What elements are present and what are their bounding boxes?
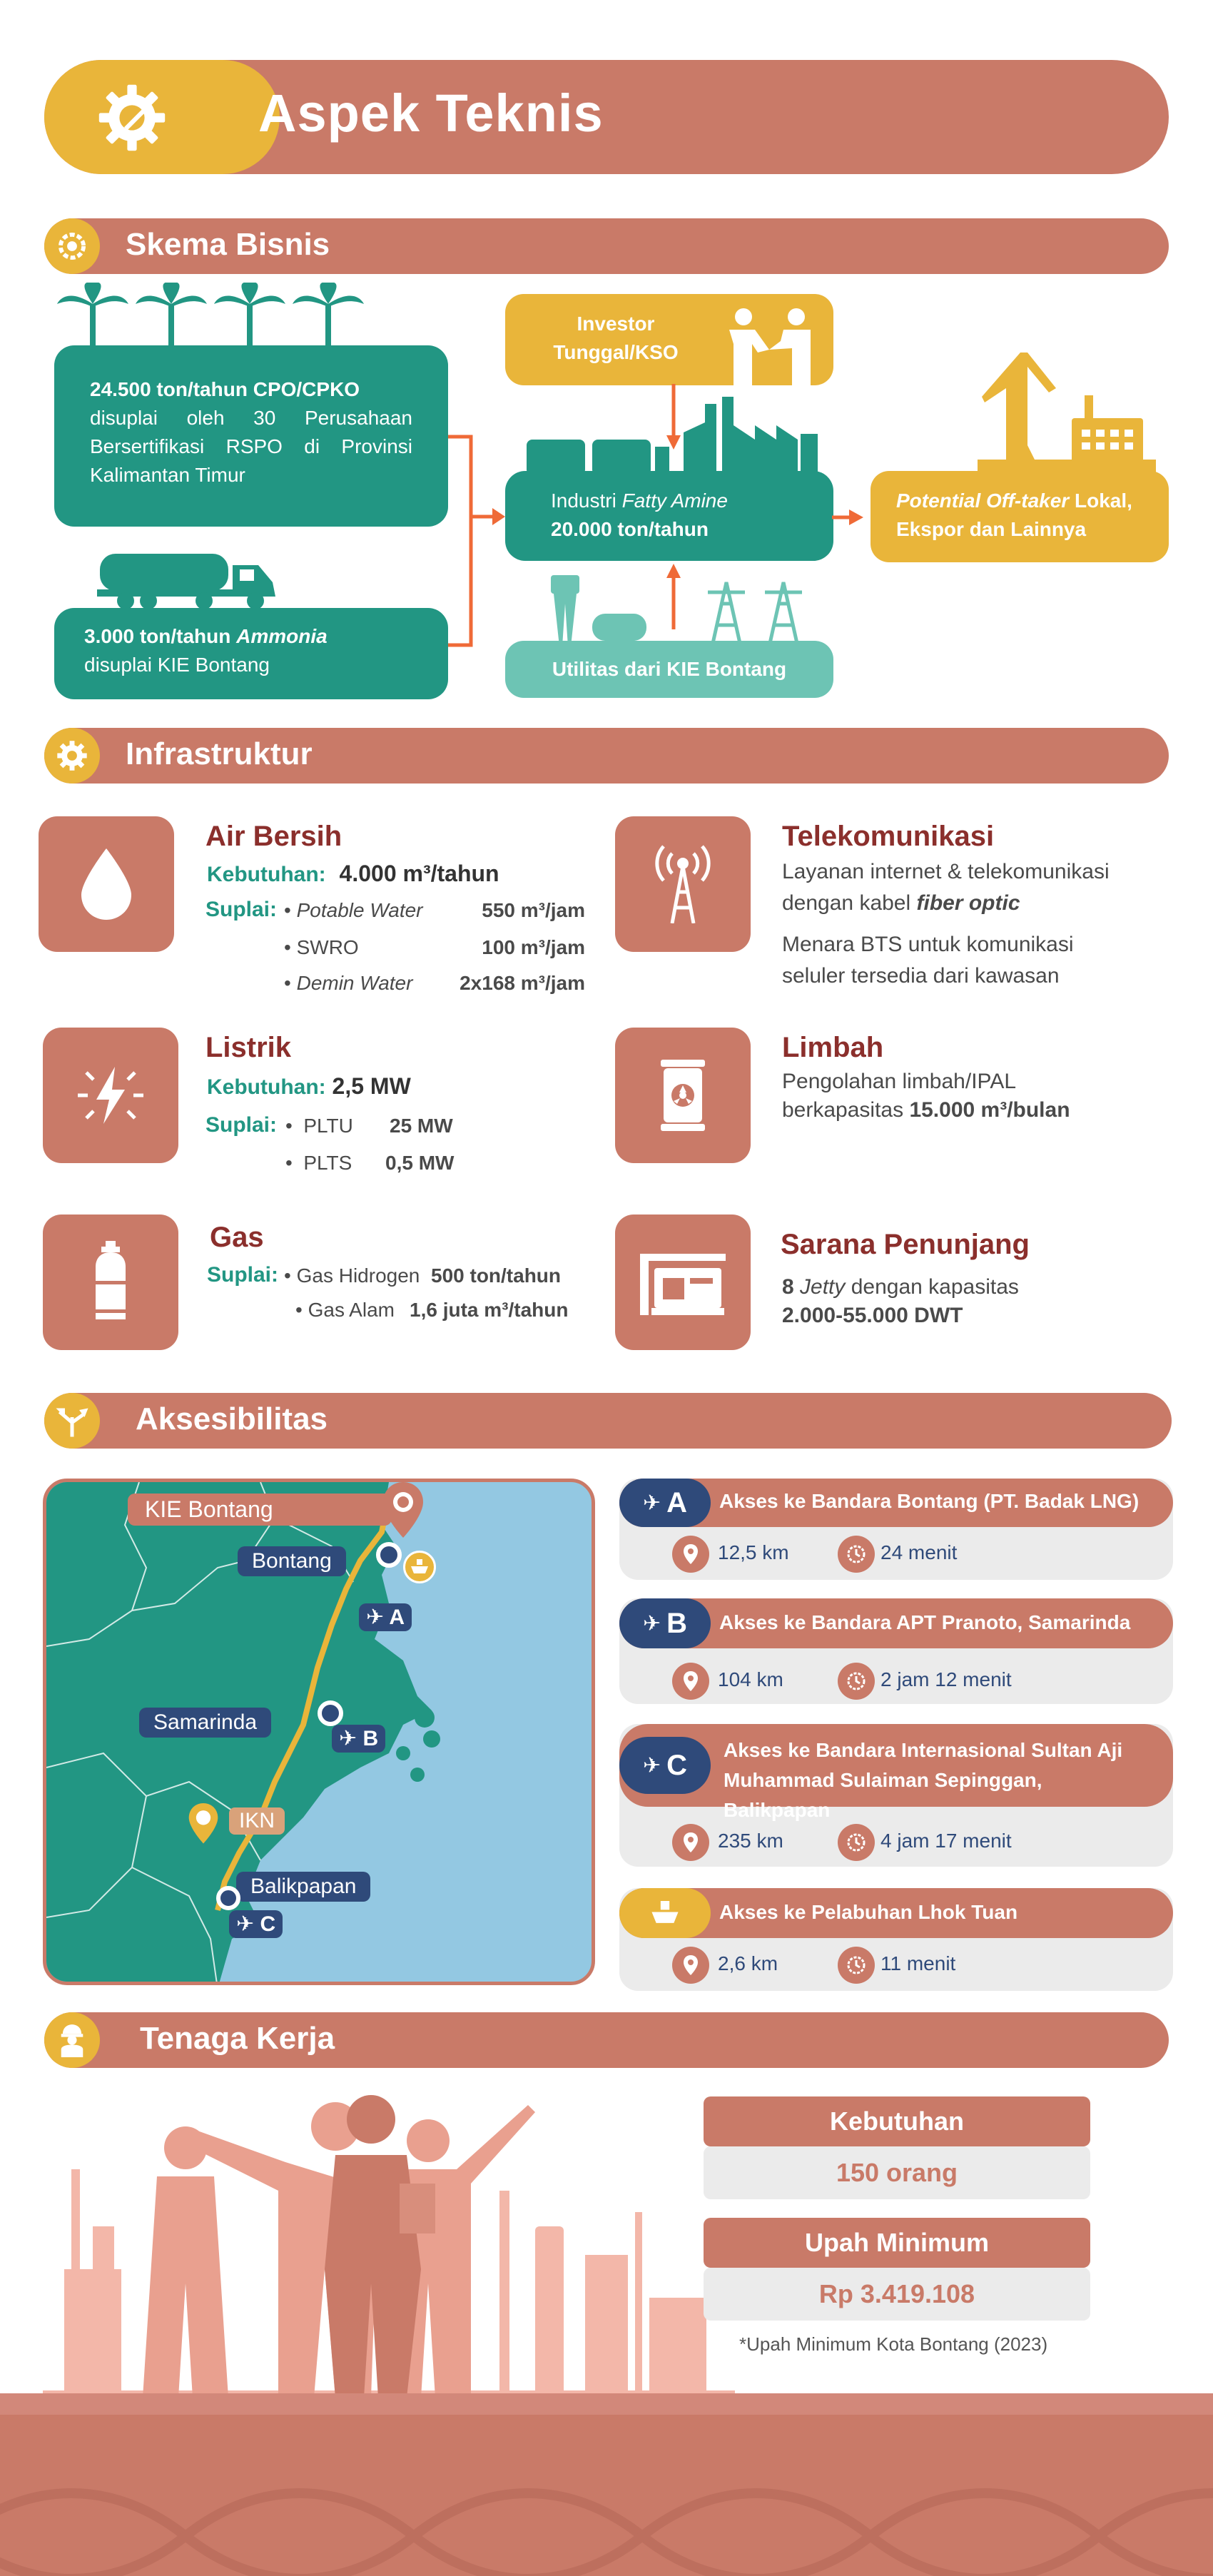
gas-item-0-value: 500 ton/tahun (431, 1264, 562, 1287)
industri-box (505, 471, 833, 561)
upah-label: Upah Minimum (704, 2218, 1090, 2268)
offtaker-box (871, 471, 1169, 562)
industri-product: Fatty Amine (621, 490, 728, 512)
distance-pin-icon (672, 1824, 709, 1861)
distance-pin-icon (672, 1663, 709, 1700)
listrik-item-1-name: PLTS (303, 1152, 352, 1174)
worker-icon (44, 2012, 100, 2068)
radio-tower-icon (615, 816, 751, 952)
air-kebutuhan-label: Kebutuhan: (207, 863, 326, 886)
ship-icon (619, 1888, 711, 1938)
lightning-icon (43, 1028, 178, 1163)
page-title: Aspek Teknis (258, 83, 604, 143)
access-map (43, 1479, 595, 1985)
air-item-2-name: Demin Water (296, 972, 413, 994)
listrik-item-0: • PLTU (285, 1115, 353, 1137)
listrik-item-1: • PLTS (285, 1152, 352, 1174)
port-crane-icon (978, 353, 1156, 477)
access-card-c-time: 4 jam 17 menit (880, 1830, 1012, 1852)
industri-prefix: Industri (551, 490, 622, 512)
map-dot-bontang (376, 1542, 402, 1568)
listrik-kebutuhan-value: 2,5 MW (332, 1073, 411, 1099)
gas-suplai-label: Suplai: (207, 1263, 279, 1287)
access-card-b-distance: 104 km (718, 1668, 783, 1690)
air-item-1-name: SWRO (296, 936, 359, 958)
ammonia-supply-box (54, 608, 448, 699)
telekom-text (782, 856, 1167, 992)
listrik-title: Listrik (205, 1032, 292, 1063)
telekom-title: Telekomunikasi (782, 821, 995, 852)
ammonia-description: disuplai KIE Bontang (84, 654, 270, 676)
map-marker-a-letter: A (389, 1606, 405, 1629)
air-item-2: • Demin Water (284, 972, 413, 994)
map-label-kie: KIE Bontang (128, 1494, 392, 1526)
gas-item-0: • Gas Hidrogen (284, 1264, 420, 1287)
palm-trees-icon (57, 283, 371, 351)
sarana-text (782, 1273, 1019, 1330)
flow-connector-left (442, 428, 507, 656)
handshake-icon (712, 305, 826, 385)
timer-icon (838, 1947, 875, 1984)
air-item-1: • SWRO (284, 936, 359, 958)
air-suplai-label: Suplai: (205, 898, 278, 921)
listrik-item-0-value: 25 MW (390, 1115, 453, 1137)
listrik-item-0-name: PLTU (303, 1115, 353, 1137)
access-card-c-badge (619, 1737, 711, 1794)
limbah-line-2-bold: 15.000 m³/bulan (909, 1098, 1070, 1122)
telekom-line-2-prefix: dengan kabel (782, 891, 917, 915)
listrik-kebutuhan-label: Kebutuhan: (207, 1075, 326, 1099)
access-card-c-letter: C (666, 1749, 688, 1781)
plane-icon: ✈ (642, 1753, 661, 1778)
footer-band (0, 2393, 1213, 2576)
air-item-0-value: 550 m³/jam (482, 899, 585, 921)
access-card-port-title: Akses ke Pelabuhan Lhok Tuan (719, 1901, 1018, 1923)
access-card-port-time: 11 menit (880, 1952, 956, 1974)
access-card-a-badge (619, 1479, 711, 1527)
air-kebutuhan (207, 861, 499, 887)
distance-pin-icon (672, 1536, 709, 1573)
listrik-item-1-value: 0,5 MW (385, 1152, 455, 1174)
telekom-line-3: Menara BTS untuk komunikasi (782, 933, 1074, 956)
telekom-line-1: Layanan internet & telekomunikasi (782, 860, 1110, 883)
utility-icons (548, 575, 819, 646)
tanker-truck-icon (97, 549, 284, 609)
upah-value: Rp 3.419.108 (704, 2268, 1090, 2321)
access-card-c-title: Akses ke Bandara Internasional Sultan Aji Muhammad Sulaiman Sepinggan, Balikpapan (724, 1739, 1123, 1821)
listrik-kebutuhan (207, 1073, 411, 1100)
map-dot-samarinda (318, 1700, 343, 1726)
settings-icon (44, 218, 100, 274)
access-card-b-badge (619, 1598, 711, 1648)
waste-barrel-icon (615, 1028, 751, 1163)
air-item-0-name: Potable Water (296, 899, 423, 921)
access-card-a-letter: A (666, 1486, 688, 1518)
air-item-1-value: 100 m³/jam (482, 936, 585, 958)
map-pin-kie-icon (382, 1482, 425, 1543)
timer-icon (838, 1536, 875, 1573)
gas-item-1-name: Gas Alam (308, 1299, 395, 1321)
air-title: Air Bersih (205, 821, 342, 852)
access-card-a-title: Akses ke Bandara Bontang (PT. Badak LNG) (719, 1490, 1140, 1512)
map-label-samarinda: Samarinda (139, 1708, 271, 1738)
sarana-line-2: 2.000-55.000 DWT (782, 1304, 963, 1327)
utilitas-box (505, 641, 833, 698)
cpo-supply-box (54, 345, 448, 527)
ammonia-amount: 3.000 ton/tahun (84, 625, 231, 647)
investor-label: Investor Tunggal/KSO (553, 313, 679, 363)
workers-illustration (43, 2084, 735, 2405)
offtaker-italic: Potential Off-taker (896, 490, 1070, 512)
sarana-line-1-rest: dengan kapasitas (845, 1275, 1019, 1299)
access-card-a-time: 24 menit (880, 1541, 958, 1563)
section-title-tenaga: Tenaga Kerja (140, 2021, 335, 2056)
upah-note: *Upah Minimum Kota Bontang (2023) (739, 2333, 1048, 2355)
map-marker-b-letter: B (362, 1727, 379, 1750)
timer-icon (838, 1663, 875, 1700)
sarana-line-1-bold: 8 (782, 1275, 794, 1299)
map-marker-a: ✈ A (359, 1603, 412, 1631)
plane-icon: ✈ (642, 1611, 661, 1636)
kebutuhan-label: Kebutuhan (704, 2096, 1090, 2146)
investor-box (505, 294, 833, 385)
gear-wrench-icon (93, 78, 171, 157)
section-title-skema: Skema Bisnis (126, 227, 330, 262)
map-marker-c: ✈ C (229, 1910, 283, 1938)
air-kebutuhan-value: 4.000 m³/tahun (339, 861, 499, 886)
ammonia-word: Ammonia (236, 625, 328, 647)
telekom-line-4: seluler tersedia dari kawasan (782, 964, 1060, 988)
signpost-icon (44, 1393, 100, 1449)
limbah-title: Limbah (782, 1032, 884, 1063)
industri-amount: 20.000 ton/tahun (551, 518, 709, 540)
factory-icon (527, 397, 819, 475)
access-card-port-distance: 2,6 km (718, 1952, 778, 1974)
gas-item-0-name: Gas Hidrogen (296, 1264, 420, 1287)
map-label-balikpapan: Balikpapan (236, 1872, 370, 1902)
cpo-amount: 24.500 ton/tahun CPO/CPKO (90, 378, 360, 400)
cpo-description: disuplai oleh 30 Perusahaan Bersertifikasi RSPO di Provinsi Kalimantan Timur (90, 407, 412, 486)
air-item-2-value: 2x168 m³/jam (460, 972, 585, 994)
map-pin-ikn-icon (188, 1803, 219, 1848)
utilitas-label: Utilitas dari KIE Bontang (552, 658, 787, 680)
gas-cylinder-icon (43, 1215, 178, 1350)
gas-item-1-value: 1,6 juta m³/tahun (410, 1299, 569, 1321)
plane-icon: ✈ (642, 1491, 661, 1515)
telekom-line-2-bold: fiber optic (916, 891, 1020, 915)
access-card-b-title: Akses ke Bandara APT Pranoto, Samarinda (719, 1611, 1131, 1633)
water-drop-icon (39, 816, 174, 952)
access-card-c-distance: 235 km (718, 1830, 783, 1852)
limbah-text (782, 1068, 1070, 1125)
kebutuhan-value: 150 orang (704, 2146, 1090, 2199)
section-title-akses: Aksesibilitas (136, 1401, 328, 1436)
gas-title: Gas (210, 1222, 264, 1253)
offtaker-rest: Lokal, Ekspor dan Lainnya (896, 490, 1132, 540)
gas-item-1: • Gas Alam (295, 1299, 395, 1321)
arrow-right-offtaker (832, 507, 865, 528)
timer-icon (838, 1824, 875, 1861)
limbah-line-1: Pengolahan limbah/IPAL (782, 1070, 1017, 1093)
distance-pin-icon (672, 1947, 709, 1984)
listrik-suplai-label: Suplai: (205, 1113, 278, 1137)
air-item-0: • Potable Water (284, 899, 423, 921)
ship-icon (403, 1551, 436, 1583)
map-marker-b: ✈ B (332, 1725, 385, 1753)
gear-icon (44, 728, 100, 784)
sarana-line-1-italic: Jetty (793, 1275, 846, 1299)
map-label-ikn: IKN (229, 1807, 285, 1835)
access-card-a-distance: 12,5 km (718, 1541, 789, 1563)
map-dot-balikpapan (216, 1886, 240, 1910)
map-label-bontang: Bontang (238, 1546, 346, 1576)
access-card-b-letter: B (666, 1607, 688, 1639)
sarana-title: Sarana Penunjang (781, 1229, 1030, 1260)
jetty-icon (615, 1215, 751, 1350)
access-card-b-time: 2 jam 12 menit (880, 1668, 1012, 1690)
limbah-line-2-prefix: berkapasitas (782, 1098, 910, 1122)
section-title-infra: Infrastruktur (126, 736, 313, 771)
map-marker-c-letter: C (260, 1912, 276, 1936)
